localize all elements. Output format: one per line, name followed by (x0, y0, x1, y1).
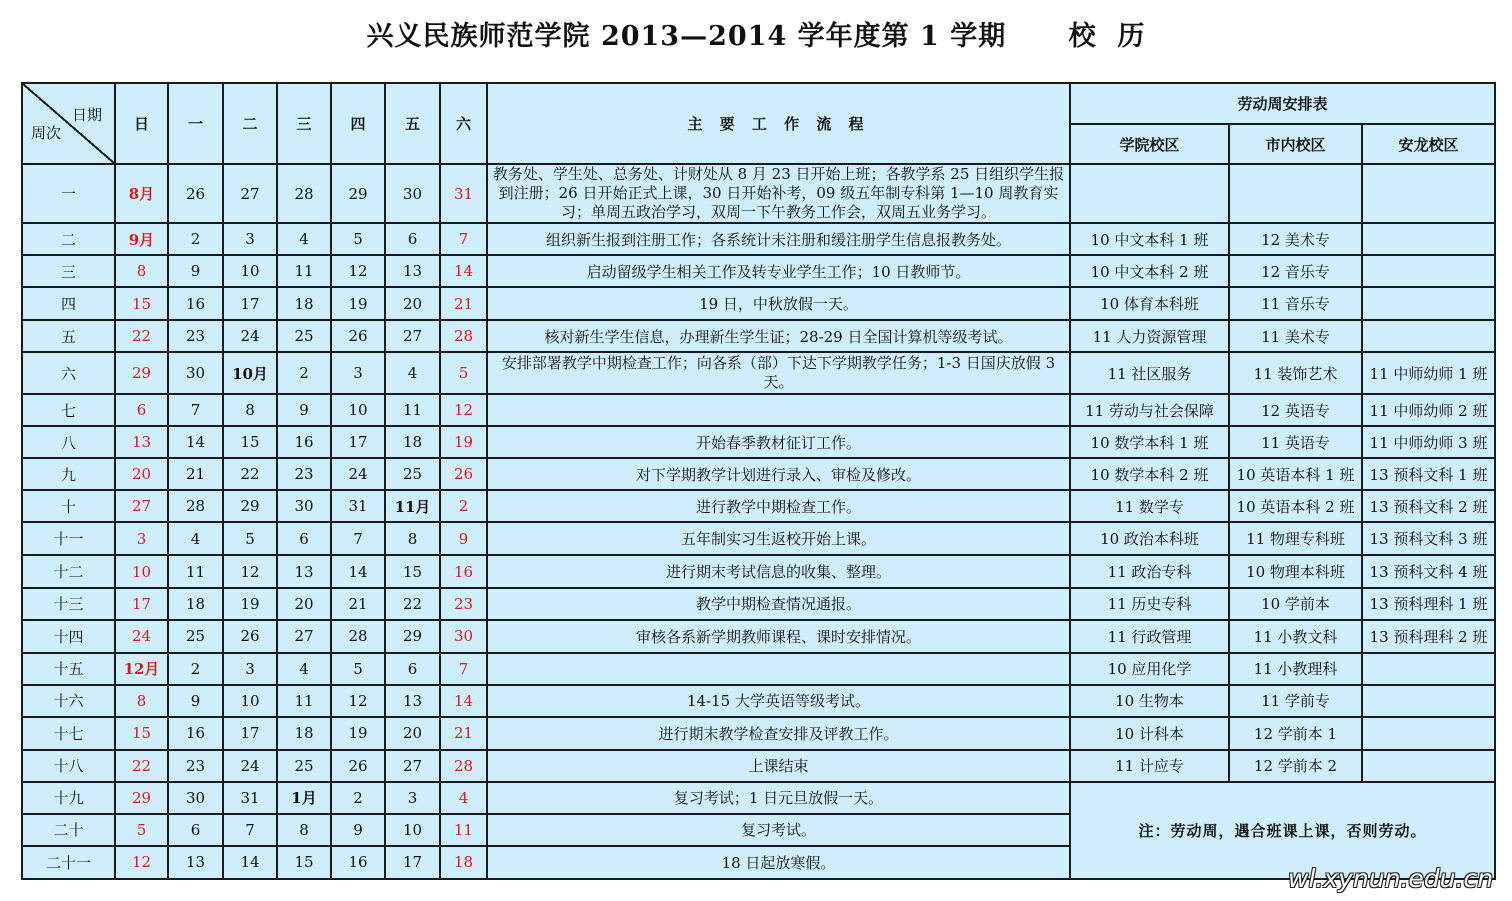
campus-city-class: 10 英语本科 2 班 (1229, 490, 1362, 522)
week-number: 十一 (22, 522, 115, 555)
day-cell: 10 (223, 255, 277, 287)
weekday-header-sat: 六 (440, 83, 487, 164)
campus-anlong-class: 11 中师幼师 1 班 (1362, 352, 1495, 394)
day-cell: 20 (115, 458, 168, 490)
campus-college-class: 11 政治专科 (1070, 555, 1229, 587)
work-task: 进行期末考试信息的收集、整理。 (487, 555, 1070, 587)
campus-college-class: 10 体育本科班 (1070, 287, 1229, 320)
day-cell: 3 (223, 653, 277, 685)
day-cell: 14 (440, 685, 487, 717)
day-cell: 17 (223, 717, 277, 750)
day-cell: 23 (168, 750, 223, 782)
day-cell: 5 (115, 814, 168, 846)
day-cell: 14 (168, 426, 223, 458)
day-cell: 30 (440, 620, 487, 653)
day-cell: 16 (168, 717, 223, 750)
work-task: 进行教学中期检查工作。 (487, 490, 1070, 522)
day-cell: 4 (385, 352, 440, 394)
campus-anlong-class: 11 中师幼师 2 班 (1362, 394, 1495, 426)
day-cell: 12 (440, 394, 487, 426)
campus-college-class: 11 行政管理 (1070, 620, 1229, 653)
day-cell: 9 (168, 685, 223, 717)
campus-city-class: 11 装饰艺术 (1229, 352, 1362, 394)
campus-city-class: 10 学前本 (1229, 588, 1362, 620)
week-row (22, 255, 1495, 287)
work-task: 复习考试。 (487, 814, 1070, 846)
campus-college-class: 10 数学本科 2 班 (1070, 458, 1229, 490)
day-cell: 30 (168, 352, 223, 394)
week-row (22, 685, 1495, 717)
day-cell: 2 (331, 782, 385, 814)
week-number: 四 (22, 287, 115, 320)
day-cell: 4 (277, 653, 331, 685)
day-cell: 18 (385, 426, 440, 458)
day-cell: 8 (277, 814, 331, 846)
day-cell: 30 (168, 782, 223, 814)
day-cell: 2 (168, 653, 223, 685)
day-cell: 22 (115, 320, 168, 352)
day-cell: 16 (168, 287, 223, 320)
campus-header-college: 学院校区 (1070, 124, 1229, 164)
week-number: 十三 (22, 588, 115, 620)
week-row (22, 620, 1495, 653)
day-cell: 22 (223, 458, 277, 490)
day-cell: 11 (168, 555, 223, 587)
campus-city-class: 10 物理本科班 (1229, 555, 1362, 587)
day-cell: 21 (168, 458, 223, 490)
day-cell: 10 (115, 555, 168, 587)
campus-college-class: 10 应用化学 (1070, 653, 1229, 685)
day-cell: 28 (440, 320, 487, 352)
week-row (22, 352, 1495, 394)
day-cell: 5 (331, 223, 385, 255)
day-cell: 2 (277, 352, 331, 394)
campus-college-class: 11 人力资源管理 (1070, 320, 1229, 352)
day-cell: 19 (331, 287, 385, 320)
campus-anlong-class (1362, 750, 1495, 782)
day-cell: 18 (440, 846, 487, 879)
day-cell: 2 (168, 223, 223, 255)
day-cell: 21 (440, 287, 487, 320)
day-cell: 26 (440, 458, 487, 490)
week-row (22, 555, 1495, 587)
day-cell: 12 (331, 255, 385, 287)
day-cell: 14 (223, 846, 277, 879)
work-task: 开始春季教材征订工作。 (487, 426, 1070, 458)
day-cell: 9 (440, 522, 487, 555)
day-cell: 13 (385, 685, 440, 717)
campus-city-class: 11 小教文科 (1229, 620, 1362, 653)
day-cell: 7 (440, 653, 487, 685)
day-cell: 10 (331, 394, 385, 426)
day-cell: 31 (331, 490, 385, 522)
day-cell: 21 (331, 588, 385, 620)
campus-city-class: 11 音乐专 (1229, 287, 1362, 320)
day-cell: 19 (223, 588, 277, 620)
work-task: 对下学期教学计划进行录入、审检及修改。 (487, 458, 1070, 490)
day-cell: 20 (385, 717, 440, 750)
day-cell: 20 (277, 588, 331, 620)
campus-college-class: 11 社区服务 (1070, 352, 1229, 394)
day-cell: 27 (277, 620, 331, 653)
day-cell: 19 (440, 426, 487, 458)
month-marker: 12月 (115, 653, 168, 685)
day-cell: 24 (331, 458, 385, 490)
campus-anlong-class (1362, 653, 1495, 685)
day-cell: 4 (277, 223, 331, 255)
day-cell: 25 (168, 620, 223, 653)
campus-college-class: 10 中文本科 1 班 (1070, 223, 1229, 255)
day-cell: 17 (223, 287, 277, 320)
day-cell: 7 (331, 522, 385, 555)
campus-city-class (1229, 164, 1362, 223)
campus-city-class: 12 美术专 (1229, 223, 1362, 255)
header-row-1 (22, 83, 1495, 124)
campus-college-class: 10 计科本 (1070, 717, 1229, 750)
day-cell: 5 (440, 352, 487, 394)
campus-anlong-class (1362, 255, 1495, 287)
day-cell: 25 (385, 458, 440, 490)
week-number: 一 (22, 164, 115, 223)
month-marker: 8月 (115, 164, 168, 223)
day-cell: 22 (115, 750, 168, 782)
work-task: 进行期末教学检查安排及评教工作。 (487, 717, 1070, 750)
campus-city-class: 11 美术专 (1229, 320, 1362, 352)
campus-college-class: 11 历史专科 (1070, 588, 1229, 620)
day-cell: 15 (115, 287, 168, 320)
day-cell: 6 (277, 522, 331, 555)
day-cell: 16 (440, 555, 487, 587)
day-cell: 7 (440, 223, 487, 255)
campus-city-class: 11 小教理科 (1229, 653, 1362, 685)
work-task: 启动留级学生相关工作及转专业学生工作；10 日教师节。 (487, 255, 1070, 287)
weekday-header-thu: 四 (331, 83, 385, 164)
day-cell: 27 (223, 164, 277, 223)
corner-week-label: 周次 (31, 124, 62, 142)
day-cell: 25 (277, 320, 331, 352)
week-number: 十 (22, 490, 115, 522)
month-marker: 10月 (223, 352, 277, 394)
weekday-header-wed: 三 (277, 83, 331, 164)
work-task: 18 日起放寒假。 (487, 846, 1070, 879)
day-cell: 5 (331, 653, 385, 685)
day-cell: 28 (331, 620, 385, 653)
campus-college-class: 10 中文本科 2 班 (1070, 255, 1229, 287)
day-cell: 24 (115, 620, 168, 653)
day-cell: 14 (331, 555, 385, 587)
day-cell: 6 (385, 653, 440, 685)
labor-week-note: 注：劳动周，遇合班课上课，否则劳动。 (1070, 782, 1495, 879)
day-cell: 3 (223, 223, 277, 255)
day-cell: 20 (385, 287, 440, 320)
campus-header-anlong: 安龙校区 (1362, 124, 1495, 164)
work-task: 审核各系新学期教师课程、课时安排情况。 (487, 620, 1070, 653)
day-cell: 19 (331, 717, 385, 750)
week-row (22, 164, 1495, 223)
month-marker: 11月 (385, 490, 440, 522)
week-row (22, 458, 1495, 490)
work-task (487, 394, 1070, 426)
campus-college-class: 10 生物本 (1070, 685, 1229, 717)
day-cell: 9 (168, 255, 223, 287)
work-task: 14-15 大学英语等级考试。 (487, 685, 1070, 717)
day-cell: 15 (385, 555, 440, 587)
week-number: 七 (22, 394, 115, 426)
campus-city-class: 12 学前本 1 (1229, 717, 1362, 750)
page-title: 兴义民族师范学院 2013—2014 学年度第 1 学期 校 历 (366, 21, 1146, 52)
day-cell: 13 (168, 846, 223, 879)
day-cell: 3 (385, 782, 440, 814)
week-number: 二十 (22, 814, 115, 846)
campus-anlong-class (1362, 685, 1495, 717)
day-cell: 6 (385, 223, 440, 255)
week-number: 八 (22, 426, 115, 458)
work-task: 教学中期检查情况通报。 (487, 588, 1070, 620)
day-cell: 30 (277, 490, 331, 522)
campus-anlong-class: 13 预科文科 4 班 (1362, 555, 1495, 587)
work-task: 19 日，中秋放假一天。 (487, 287, 1070, 320)
weekday-header-fri: 五 (385, 83, 440, 164)
day-cell: 29 (115, 352, 168, 394)
day-cell: 24 (223, 320, 277, 352)
week-number: 十七 (22, 717, 115, 750)
week-number: 十六 (22, 685, 115, 717)
day-cell: 23 (277, 458, 331, 490)
day-cell: 15 (223, 426, 277, 458)
day-cell: 16 (331, 846, 385, 879)
day-cell: 3 (331, 352, 385, 394)
month-marker: 9月 (115, 223, 168, 255)
campus-anlong-class: 13 预科文科 2 班 (1362, 490, 1495, 522)
day-cell: 8 (115, 255, 168, 287)
day-cell: 22 (385, 588, 440, 620)
day-cell: 7 (223, 814, 277, 846)
month-marker: 1月 (277, 782, 331, 814)
campus-anlong-class: 13 预科文科 1 班 (1362, 458, 1495, 490)
day-cell: 4 (440, 782, 487, 814)
day-cell: 13 (115, 426, 168, 458)
main-work-header: 主 要 工 作 流 程 (487, 83, 1070, 164)
day-cell: 5 (223, 522, 277, 555)
week-number: 十四 (22, 620, 115, 653)
day-cell: 18 (277, 287, 331, 320)
day-cell: 8 (223, 394, 277, 426)
day-cell: 11 (385, 394, 440, 426)
day-cell: 24 (223, 750, 277, 782)
day-cell: 31 (440, 164, 487, 223)
week-row (22, 588, 1495, 620)
site-watermark: wl.xynun.edu.cn (1288, 864, 1494, 893)
day-cell: 12 (223, 555, 277, 587)
day-cell: 15 (277, 846, 331, 879)
week-number: 二 (22, 223, 115, 255)
day-cell: 6 (115, 394, 168, 426)
day-cell: 27 (115, 490, 168, 522)
day-cell: 10 (223, 685, 277, 717)
week-row (22, 782, 1495, 814)
campus-college-class: 11 数学专 (1070, 490, 1229, 522)
week-row (22, 490, 1495, 522)
day-cell: 12 (115, 846, 168, 879)
week-number: 十二 (22, 555, 115, 587)
day-cell: 11 (277, 685, 331, 717)
week-number: 十八 (22, 750, 115, 782)
campus-city-class: 12 英语专 (1229, 394, 1362, 426)
campus-anlong-class (1362, 717, 1495, 750)
campus-header-city: 市内校区 (1229, 124, 1362, 164)
work-task: 安排部署教学中期检查工作；向各系（部）下达下学期教学任务；1-3 日国庆放假 3 天。 (487, 352, 1070, 394)
day-cell: 29 (331, 164, 385, 223)
campus-city-class: 11 学前专 (1229, 685, 1362, 717)
work-task: 五年制实习生返校开始上课。 (487, 522, 1070, 555)
day-cell: 17 (115, 588, 168, 620)
week-number: 十五 (22, 653, 115, 685)
day-cell: 26 (168, 164, 223, 223)
day-cell: 26 (331, 320, 385, 352)
day-cell: 25 (277, 750, 331, 782)
day-cell: 10 (385, 814, 440, 846)
day-cell: 13 (385, 255, 440, 287)
day-cell: 29 (223, 490, 277, 522)
day-cell: 7 (168, 394, 223, 426)
weekday-header-mon: 一 (168, 83, 223, 164)
week-number: 六 (22, 352, 115, 394)
campus-anlong-class (1362, 320, 1495, 352)
week-row (22, 287, 1495, 320)
day-cell: 9 (277, 394, 331, 426)
campus-anlong-class (1362, 223, 1495, 255)
date-week-corner (22, 83, 115, 164)
week-row (22, 426, 1495, 458)
weekday-header-tue: 二 (223, 83, 277, 164)
day-cell: 2 (440, 490, 487, 522)
day-cell: 18 (168, 588, 223, 620)
week-row (22, 750, 1495, 782)
day-cell: 3 (115, 522, 168, 555)
work-task: 复习考试；1 日元旦放假一天。 (487, 782, 1070, 814)
day-cell: 21 (440, 717, 487, 750)
corner-date-label: 日期 (71, 106, 102, 124)
day-cell: 23 (168, 320, 223, 352)
day-cell: 27 (385, 320, 440, 352)
day-cell: 28 (277, 164, 331, 223)
week-number: 十九 (22, 782, 115, 814)
campus-anlong-class (1362, 164, 1495, 223)
campus-anlong-class: 11 中师幼师 3 班 (1362, 426, 1495, 458)
day-cell: 6 (168, 814, 223, 846)
day-cell: 13 (277, 555, 331, 587)
campus-college-class: 10 政治本科班 (1070, 522, 1229, 555)
day-cell: 12 (331, 685, 385, 717)
week-number: 五 (22, 320, 115, 352)
day-cell: 15 (115, 717, 168, 750)
week-row (22, 223, 1495, 255)
campus-anlong-class: 13 预科文科 3 班 (1362, 522, 1495, 555)
day-cell: 4 (168, 522, 223, 555)
day-cell: 9 (331, 814, 385, 846)
week-row (22, 394, 1495, 426)
weekday-header-sun: 日 (115, 83, 168, 164)
work-task (487, 653, 1070, 685)
campus-anlong-class: 13 预科理科 2 班 (1362, 620, 1495, 653)
day-cell: 28 (440, 750, 487, 782)
labor-week-header: 劳动周安排表 (1070, 83, 1495, 124)
campus-city-class: 12 音乐专 (1229, 255, 1362, 287)
work-task: 上课结束 (487, 750, 1070, 782)
week-row (22, 522, 1495, 555)
day-cell: 30 (385, 164, 440, 223)
day-cell: 17 (385, 846, 440, 879)
day-cell: 26 (331, 750, 385, 782)
day-cell: 11 (440, 814, 487, 846)
day-cell: 27 (385, 750, 440, 782)
campus-college-class: 11 劳动与社会保障 (1070, 394, 1229, 426)
day-cell: 17 (331, 426, 385, 458)
day-cell: 28 (168, 490, 223, 522)
day-cell: 14 (440, 255, 487, 287)
week-row (22, 653, 1495, 685)
week-number: 三 (22, 255, 115, 287)
campus-college-class: 11 计应专 (1070, 750, 1229, 782)
day-cell: 29 (115, 782, 168, 814)
week-row (22, 320, 1495, 352)
work-task: 教务处、学生处、总务处、计财处从 8 月 23 日开始上班；各教学系 25 日组织学生报到注册；26 日开始正式上课，30 日开始补考，09 级五年制专科第 1—10 周教育实习；单周五政治学习，双周一下午教务工作会，双周五业务学习。 (487, 164, 1070, 223)
day-cell: 31 (223, 782, 277, 814)
day-cell: 16 (277, 426, 331, 458)
day-cell: 11 (277, 255, 331, 287)
campus-city-class: 10 英语本科 1 班 (1229, 458, 1362, 490)
campus-city-class: 11 物理专科班 (1229, 522, 1362, 555)
campus-college-class (1070, 164, 1229, 223)
campus-anlong-class: 13 预科理科 1 班 (1362, 588, 1495, 620)
week-number: 二十一 (22, 846, 115, 879)
work-task: 核对新生学生信息，办理新生学生证；28-29 日全国计算机等级考试。 (487, 320, 1070, 352)
day-cell: 8 (385, 522, 440, 555)
campus-anlong-class (1362, 287, 1495, 320)
day-cell: 26 (223, 620, 277, 653)
campus-city-class: 11 英语专 (1229, 426, 1362, 458)
school-calendar-table (21, 82, 1496, 880)
day-cell: 29 (385, 620, 440, 653)
day-cell: 18 (277, 717, 331, 750)
day-cell: 8 (115, 685, 168, 717)
week-row (22, 717, 1495, 750)
work-task: 组织新生报到注册工作；各系统计未注册和缓注册学生信息报教务处。 (487, 223, 1070, 255)
day-cell: 23 (440, 588, 487, 620)
campus-college-class: 10 数学本科 1 班 (1070, 426, 1229, 458)
campus-city-class: 12 学前本 2 (1229, 750, 1362, 782)
week-number: 九 (22, 458, 115, 490)
